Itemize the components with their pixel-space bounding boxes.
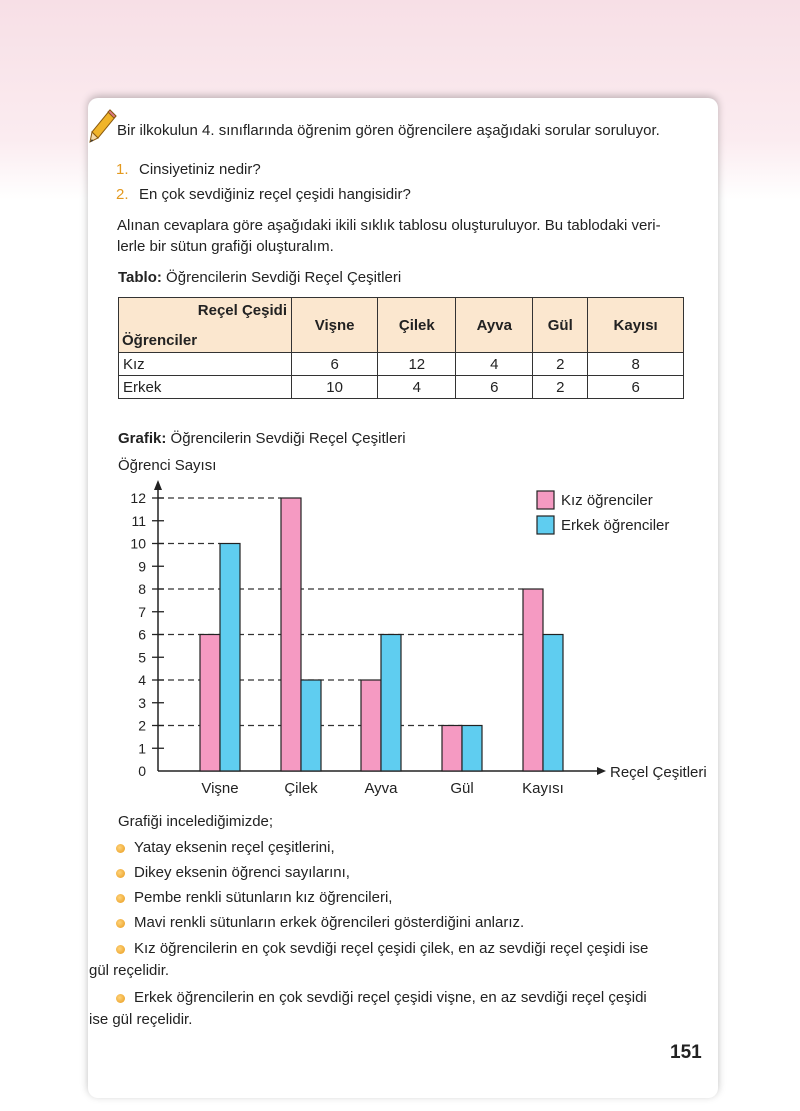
question-2-text: En çok sevdiğiniz reçel çeşidi hangisidir?: [139, 186, 411, 203]
x-axis-arrow-icon: [597, 767, 606, 775]
x-tick-label: Gül: [450, 780, 474, 797]
y-tick-label: 6: [138, 626, 146, 643]
y-tick-label: 11: [131, 512, 146, 529]
corner-bottom-label: Öğrenciler: [122, 332, 198, 349]
table-cell: 12: [378, 353, 456, 376]
table-row: [119, 376, 684, 399]
bar-kiz: [442, 726, 462, 772]
table-caption-label: Tablo:: [118, 269, 162, 286]
question-2-number: 2.: [116, 186, 129, 203]
bullet-icon: [116, 919, 125, 928]
y-tick-label: 12: [130, 490, 146, 506]
table-cell: 6: [456, 376, 533, 399]
bar-kiz: [200, 635, 220, 772]
y-axis-arrow-icon: [154, 480, 162, 490]
bar-kiz: [523, 589, 543, 771]
x-axis-label: Reçel Çeşitleri: [610, 764, 707, 781]
y-tick-label: 10: [130, 535, 146, 552]
y-tick-label: 2: [138, 717, 146, 734]
observation-item: Yatay eksenin reçel çeşitlerini,: [134, 839, 335, 856]
y-tick-label: 5: [138, 649, 146, 666]
bullet-icon: [116, 869, 125, 878]
conclusion-1-line-2: gül reçelidir.: [89, 962, 170, 979]
column-header: Çilek: [378, 298, 456, 353]
table-cell: 4: [378, 376, 456, 399]
bar-erkek: [301, 680, 321, 771]
table-row: [119, 353, 684, 376]
bar-chart: [0, 445, 800, 805]
y-tick-label: 4: [138, 672, 146, 688]
x-tick-label: Çilek: [284, 780, 318, 797]
y-tick-label: 9: [138, 558, 146, 575]
frequency-table: [118, 297, 684, 399]
row-label: Erkek: [119, 376, 292, 399]
table-cell: 8: [588, 353, 684, 376]
y-tick-label: 0: [138, 763, 146, 779]
row-label: Kız: [119, 353, 292, 376]
table-cell: 2: [533, 353, 588, 376]
legend-label: Erkek öğrenciler: [561, 517, 670, 534]
paragraph-1-line-1: Alınan cevaplara göre aşağıdaki ikili sıklık tablosu oluşturuluyor. Bu tablodaki veri-: [117, 217, 661, 234]
observation-item: Mavi renkli sütunların erkek öğrencileri gösterdiğini anlarız.: [134, 914, 525, 931]
bar-erkek: [220, 544, 240, 772]
observations-intro: Grafiği incelediğimizde;: [118, 813, 274, 830]
bar-erkek: [543, 635, 563, 772]
observation-item: Pembe renkli sütunların kız öğrencileri,: [134, 889, 393, 906]
intro-text: Bir ilkokulun 4. sınıflarında öğrenim gören öğrencilere aşağıdaki sorular soruluyor.: [117, 122, 660, 139]
question-1-text: Cinsiyetiniz nedir?: [139, 161, 261, 178]
y-axis-label: Öğrenci Sayısı: [118, 457, 217, 474]
x-tick-label: Ayva: [364, 780, 398, 797]
conclusion-1-line-1: Kız öğrencilerin en çok sevdiği reçel çeşidi çilek, en az sevdiği reçel çeşidi ise: [134, 940, 649, 957]
legend-label: Kız öğrenciler: [561, 492, 653, 509]
observation-item: Dikey eksenin öğrenci sayılarını,: [134, 864, 350, 881]
column-header: Kayısı: [588, 298, 684, 353]
corner-top-label: Reçel Çeşidi: [197, 302, 287, 319]
legend-swatch: [537, 491, 554, 509]
legend-swatch: [537, 516, 554, 534]
table-caption: [118, 268, 401, 288]
paragraph-1-line-2: lerle bir sütun grafiği oluşturalım.: [117, 238, 334, 255]
graph-caption-text: Öğrencilerin Sevdiği Reçel Çeşitleri: [166, 430, 406, 447]
column-header: Ayva: [456, 298, 533, 353]
bullet-icon: [116, 894, 125, 903]
bullet-icon: [116, 945, 125, 954]
table-caption-text: Öğrencilerin Sevdiği Reçel Çeşitleri: [161, 269, 402, 286]
bullet-icon: [116, 994, 125, 1003]
x-tick-label: Kayısı: [522, 780, 564, 797]
conclusion-2-line-1: Erkek öğrencilerin en çok sevdiği reçel çeşidi vişne, en az sevdiği reçel çeşidi: [134, 989, 647, 1006]
table-cell: 6: [292, 353, 378, 376]
bar-kiz: [361, 680, 381, 771]
question-1-number: 1.: [116, 161, 129, 178]
table-cell: 6: [588, 376, 684, 399]
table-cell: 4: [456, 353, 533, 376]
y-tick-label: 8: [138, 581, 146, 597]
table-cell: 2: [533, 376, 588, 399]
table-cell: 10: [292, 376, 378, 399]
bar-erkek: [462, 726, 482, 772]
page-number: 151: [670, 1042, 702, 1063]
table-header-row: [119, 298, 684, 353]
y-tick-label: 3: [138, 694, 146, 711]
x-tick-label: Vişne: [201, 780, 239, 797]
pencil-icon: [88, 108, 118, 144]
bullet-icon: [116, 844, 125, 853]
bar-kiz: [281, 498, 301, 771]
y-tick-label: 7: [138, 603, 146, 620]
graph-caption-label: Grafik:: [118, 430, 167, 447]
table-corner-cell: [119, 298, 292, 353]
column-header: Gül: [533, 298, 588, 353]
conclusion-2-line-2: ise gül reçelidir.: [89, 1011, 193, 1028]
y-tick-label: 1: [138, 740, 146, 757]
bar-erkek: [381, 635, 401, 772]
column-header: Vişne: [292, 298, 378, 353]
